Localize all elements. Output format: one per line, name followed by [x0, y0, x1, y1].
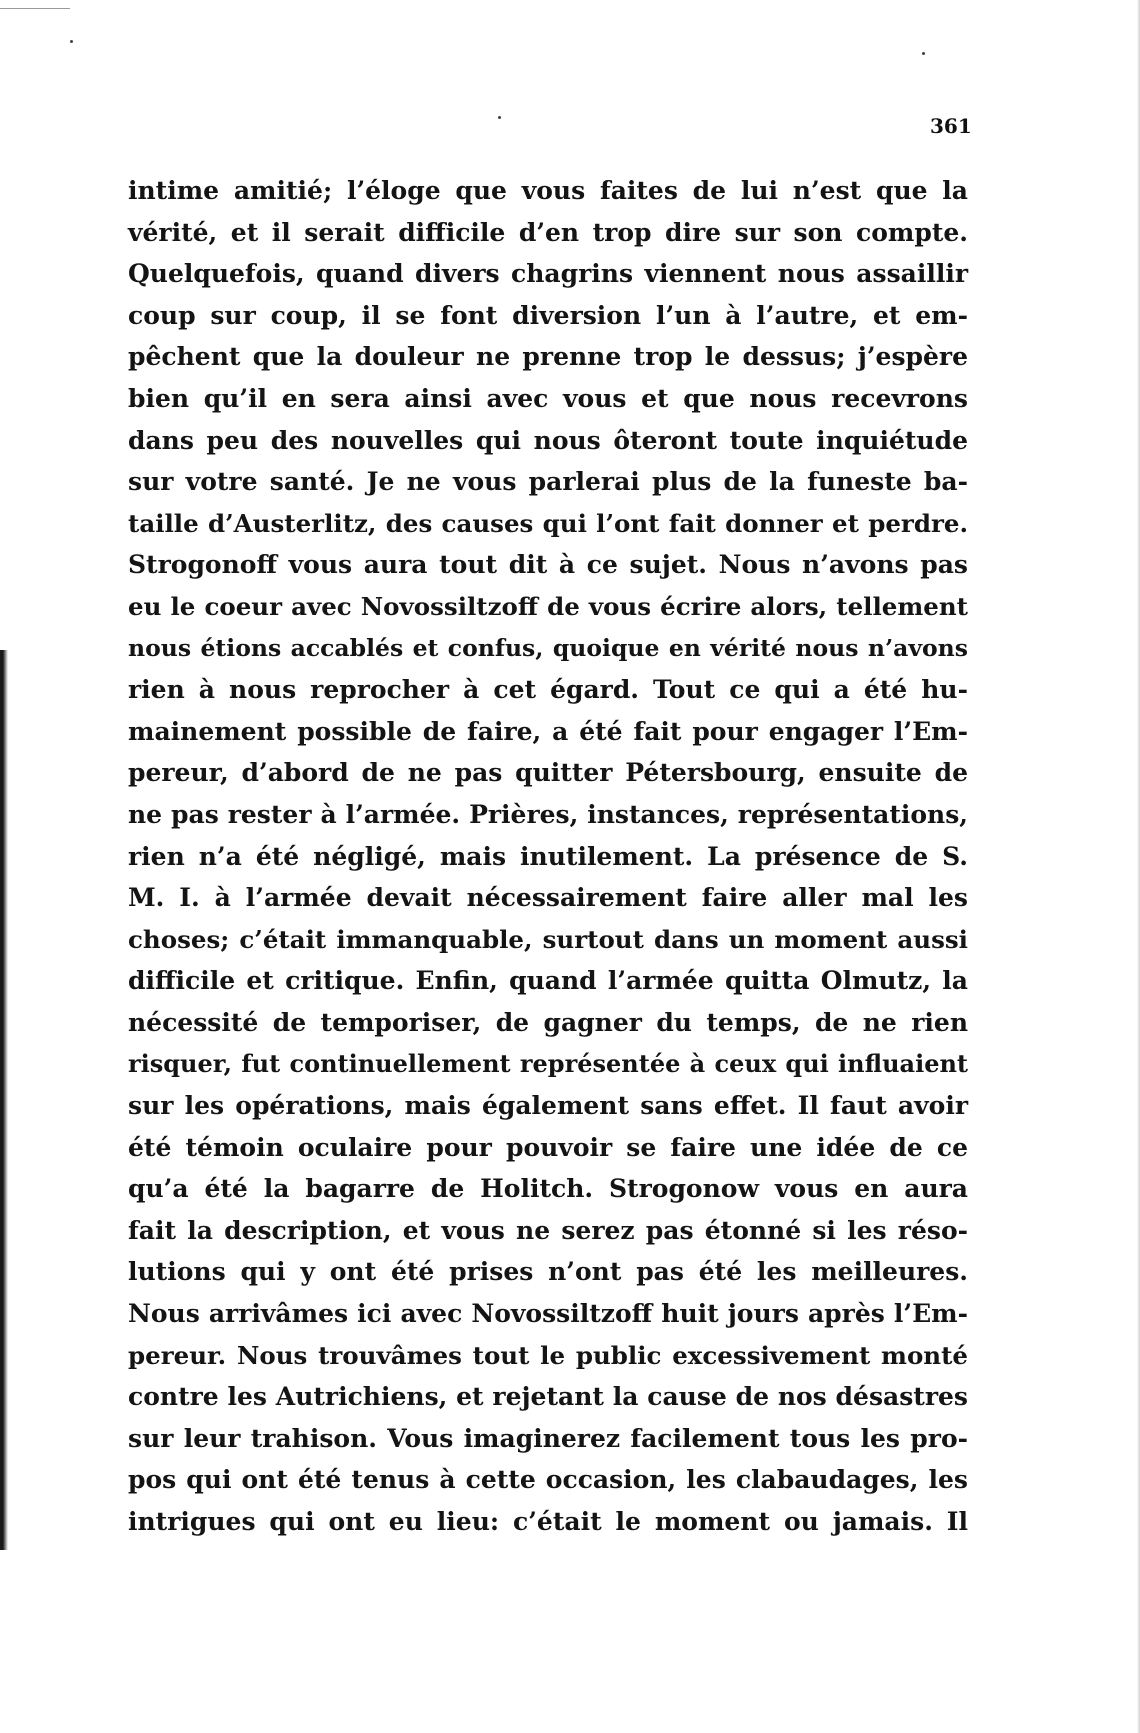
text-line: fait la description, et vous ne serez pas étonné si les réso-: [128, 1215, 968, 1245]
text-line: sur leur trahison. Vous imaginerez facilement tous les pro-: [128, 1423, 968, 1453]
text-line: rien n’a été négligé, mais inutilement. La présence de S.: [128, 841, 968, 871]
scan-speck: [498, 116, 501, 119]
text-line: difficile et critique. Enfin, quand l’armée quitta Olmutz, la: [128, 966, 968, 996]
text-line: qu’a été la bagarre de Holitch. Strogonow vous en aura: [128, 1174, 968, 1204]
text-line: nécessité de temporiser, de gagner du temps, de ne rien: [128, 1007, 968, 1037]
text-line: ne pas rester à l’armée. Prières, instances, représentations,: [128, 799, 968, 829]
scan-speck: [70, 40, 73, 43]
text-line: M. I. à l’armée devait nécessairement faire aller mal les: [128, 883, 968, 913]
scan-edge-rule: [0, 8, 70, 9]
text-line: Nous arrivâmes ici avec Novossiltzoff huit jours après l’Em-: [128, 1299, 968, 1329]
text-line: vérité, et il serait difficile d’en trop dire sur son compte.: [128, 217, 968, 247]
page-number: 361: [930, 114, 972, 138]
text-line: pos qui ont été tenus à cette occasion, les clabaudages, les: [128, 1465, 968, 1495]
text-line: Strogonoff vous aura tout dit à ce sujet. Nous n’avons pas: [128, 550, 968, 580]
text-line: lutions qui y ont été prises n’ont pas été les meilleures.: [128, 1257, 968, 1287]
text-line: bien qu’il en sera ainsi avec vous et que nous recevrons: [128, 383, 968, 413]
text-line: eu le coeur avec Novossiltzoff de vous écrire alors, tellement: [128, 591, 968, 621]
text-line: pêchent que la douleur ne prenne trop le dessus; j’espère: [128, 342, 968, 372]
text-line: sur les opérations, mais également sans effet. Il faut avoir: [128, 1091, 968, 1121]
scan-binding-edge: [0, 650, 8, 1550]
text-line: nous étions accablés et confus, quoique en vérité nous n’avons: [128, 633, 968, 662]
text-line: Quelquefois, quand divers chagrins viennent nous assaillir: [128, 259, 968, 289]
text-line: coup sur coup, il se font diversion l’un à l’autre, et em-: [128, 300, 968, 330]
text-line: rien à nous reprocher à cet égard. Tout ce qui a été hu-: [128, 675, 968, 705]
text-line: choses; c’était immanquable, surtout dans un moment aussi: [128, 924, 968, 954]
text-line: été témoin oculaire pour pouvoir se faire une idée de ce: [128, 1132, 968, 1162]
text-line: mainement possible de faire, a été fait pour engager l’Em-: [128, 716, 968, 746]
text-line: intrigues qui ont eu lieu: c’était le moment ou jamais. Il: [128, 1507, 968, 1536]
text-line: contre les Autrichiens, et rejetant la cause de nos désastres: [128, 1382, 968, 1412]
text-line: sur votre santé. Je ne vous parlerai plus de la funeste ba-: [128, 467, 968, 497]
text-line: dans peu des nouvelles qui nous ôteront toute inquiétude: [128, 425, 968, 455]
text-line: pereur, d’abord de ne pas quitter Pétersbourg, ensuite de: [128, 758, 968, 788]
text-line: intime amitié; l’éloge que vous faites de lui n’est que la: [128, 176, 968, 205]
body-text: [128, 170, 968, 1543]
scan-speck: [922, 52, 925, 55]
text-line: risquer, fut continuellement représentée à ceux qui influaient: [128, 1049, 968, 1079]
text-line: pereur. Nous trouvâmes tout le public excessivement monté: [128, 1340, 968, 1370]
text-line: taille d’Austerlitz, des causes qui l’ont fait donner et perdre.: [128, 508, 968, 538]
